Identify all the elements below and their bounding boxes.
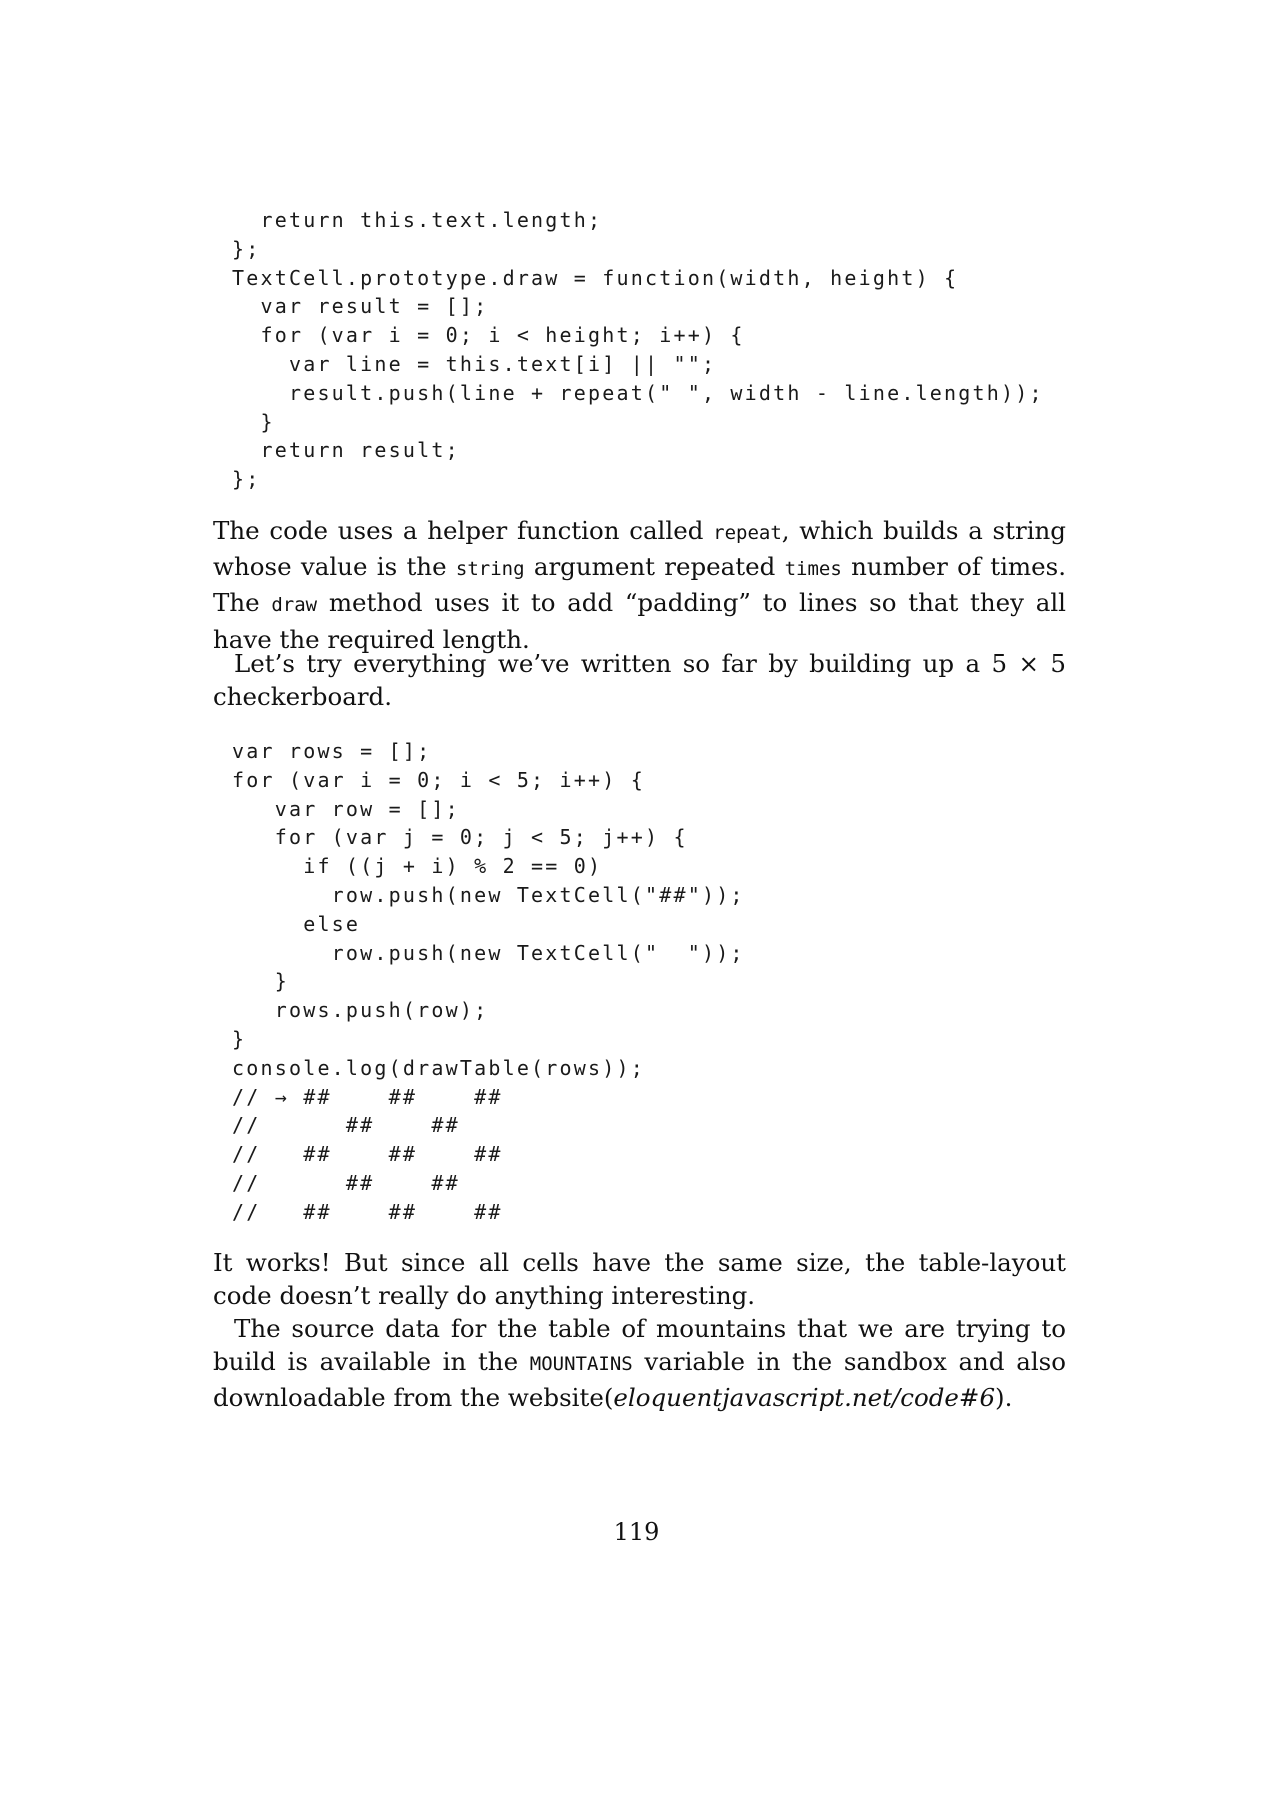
paragraph-checkerboard-intro: Let’s try everything we’ve written so far by building up a 5 × 5 checkerboard.	[213, 649, 1066, 712]
code-block-textcell-draw	[232, 206, 1044, 494]
code-line: console.log(drawTable(rows));	[232, 1055, 645, 1080]
code-line: // ## ## ##	[232, 1142, 503, 1167]
code-line: var result = [];	[232, 294, 489, 319]
code-line: row.push(new TextCell("##"));	[232, 882, 745, 907]
inline-code-draw: draw	[271, 594, 318, 617]
inline-code-mountains: MOUNTAINS	[529, 1353, 633, 1376]
code-line: return this.text.length;	[232, 208, 603, 232]
code-line: else	[232, 911, 361, 936]
code-line: for (var i = 0; i < 5; i++) {	[232, 767, 645, 792]
code-line: // ## ##	[232, 1113, 460, 1138]
code-line: // → ## ## ##	[232, 1084, 503, 1109]
code-line: };	[232, 236, 261, 261]
website-link[interactable]: eloquentjavascript.net/code#6	[613, 1383, 996, 1413]
inline-code-times: times	[784, 558, 842, 581]
code-line: TextCell.prototype.draw = function(width, height) {	[232, 265, 959, 290]
code-line: rows.push(row);	[232, 998, 489, 1023]
code-line: }	[232, 1026, 247, 1051]
code-line: // ## ## ##	[232, 1199, 503, 1224]
code-line: var line = this.text[i] || "";	[232, 351, 717, 376]
code-line: result.push(line + repeat(" ", width - line.length));	[232, 380, 1044, 405]
code-line: var row = [];	[232, 796, 460, 821]
code-block-checkerboard	[232, 737, 745, 1227]
code-line: for (var i = 0; i < height; i++) {	[232, 323, 745, 348]
paragraph-it-works: It works! But since all cells have the same size, the table-layout code doesn’t really do anything interesting.	[213, 1248, 1066, 1311]
inline-code-string: string	[455, 558, 525, 581]
code-line: }	[232, 409, 275, 434]
code-line: for (var j = 0; j < 5; j++) {	[232, 825, 688, 850]
code-line: }	[232, 969, 289, 994]
paragraph-mountains-source: The source data for the table of mountains that we are trying to build is available in the MOUNTAINS variable in the sandbox and also downloadable from the website(eloquentjavascript.net/code#6).	[213, 1314, 1066, 1413]
code-line: if ((j + i) % 2 == 0)	[232, 854, 603, 879]
inline-code-repeat: repeat	[713, 522, 782, 544]
page-number: 119	[613, 1518, 660, 1546]
code-line: };	[232, 467, 261, 492]
paragraph-repeat-helper: The code uses a helper function called repeat, which builds a string whose value is the string argument repeated times number of times. The draw method uses it to add “padding” to lines so that they all have the required length.	[213, 516, 1066, 654]
code-line: // ## ##	[232, 1170, 460, 1195]
code-line: var rows = [];	[232, 739, 432, 763]
code-line: row.push(new TextCell(" "));	[232, 940, 745, 965]
code-line: return result;	[232, 438, 460, 463]
